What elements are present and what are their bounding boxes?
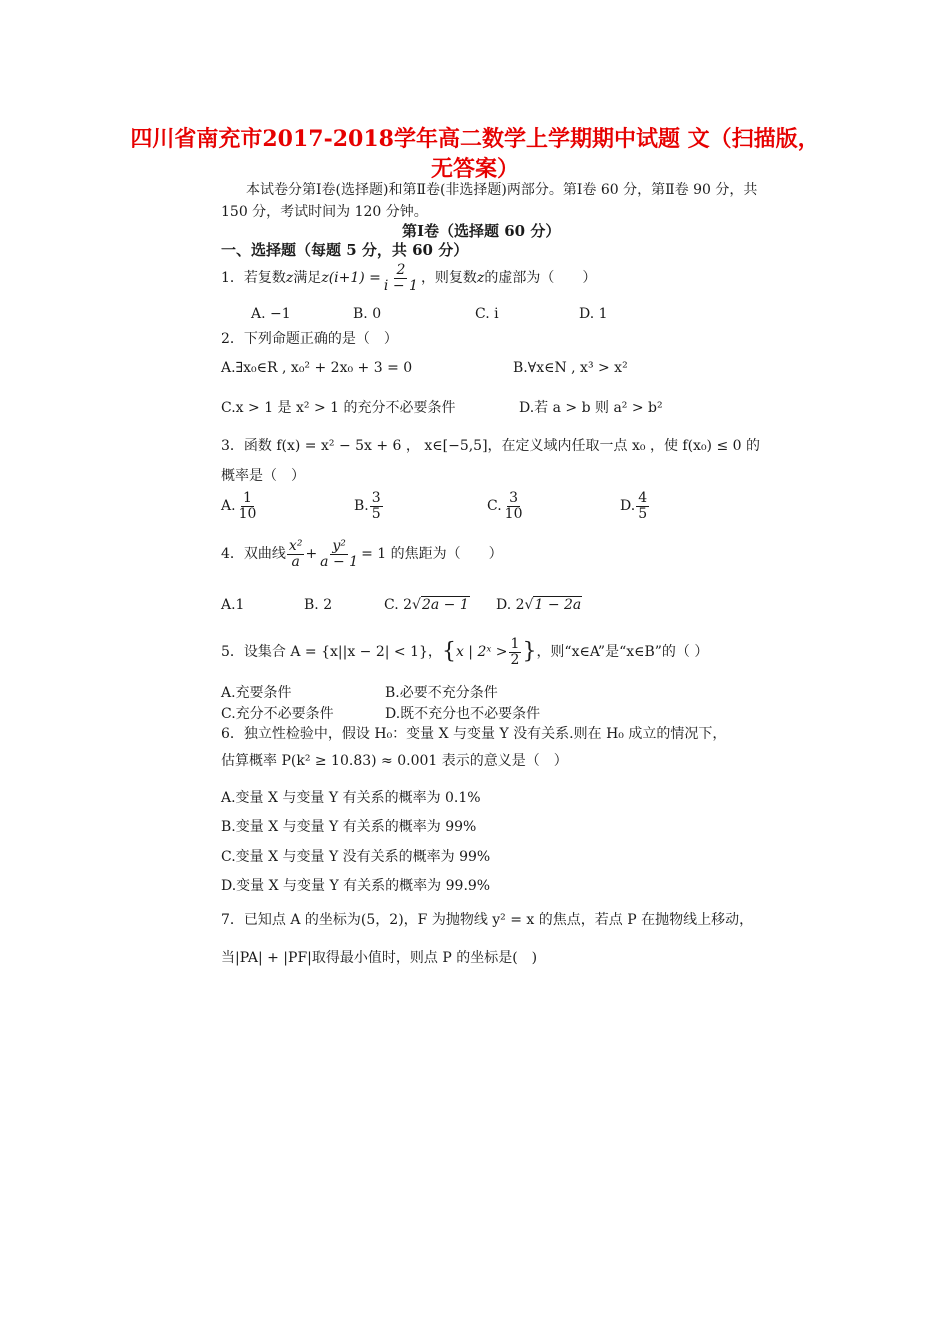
fraction: $\frac{3}{5}$ — [371, 489, 381, 522]
title-line-2: 无答案） — [430, 156, 519, 182]
q5-option-c: C.充分不必要条件 — [221, 706, 334, 722]
question-7-stem: 7．已知点 A 的坐标为(5，2)，F 为抛物线 y² = x 的焦点，若点 P 在抛物线上移动， — [221, 912, 754, 928]
intro-line-1: 本试卷分第Ⅰ卷(选择题)和第Ⅱ卷(非选择题)两部分。第Ⅰ卷 60 分，第Ⅱ卷 90 分，共 — [246, 182, 758, 198]
q2-option-a: A.∃x₀∈R , x₀² + 2x₀ + 3 = 0 — [221, 360, 413, 376]
q5-option-a: A.充要条件 — [221, 685, 292, 701]
q3-option-c: C. $\frac{3}{10}$ — [487, 489, 523, 522]
q2-option-d: D.若 a > b 则 a² > b² — [519, 400, 663, 416]
question-7-stem-cont: 当|PA| + |PF|取得最小值时，则点 P 的坐标是( ) — [221, 950, 538, 966]
title-line-1: 四川省南充市2017-2018学年高二数学上学期期中试题 文（扫描版， — [130, 126, 820, 152]
q3-option-d: D. $\frac{4}{5}$ — [620, 489, 648, 522]
fraction: $\frac{1}{2}$ — [510, 635, 520, 668]
fraction: $\frac{1}{10}$ — [238, 489, 257, 522]
q3-option-a: A. $\frac{1}{10}$ — [221, 489, 257, 522]
q3-option-b: B. $\frac{3}{5}$ — [354, 489, 381, 522]
question-6-stem: 6．独立性检验中，假设 H₀：变量 X 与变量 Y 没有关系.则在 H₀ 成立的情况下， — [221, 726, 727, 742]
q6-option-a: A.变量 X 与变量 Y 有关系的概率为 0.1% — [221, 790, 481, 806]
q6-option-b: B.变量 X 与变量 Y 有关系的概率为 99% — [221, 819, 477, 835]
fraction: $\frac{3}{10}$ — [504, 489, 523, 522]
q6-option-d: D.变量 X 与变量 Y 有关系的概率为 99.9% — [221, 878, 491, 894]
q1-option-a: A. −1 — [251, 306, 291, 322]
q2-option-c: C.x > 1 是 x² > 1 的充分不必要条件 — [221, 400, 456, 416]
question-6-stem-cont: 估算概率 P(k² ≥ 10.83) ≈ 0.001 表示的意义是（ ） — [221, 753, 568, 769]
q4-option-b: B. 2 — [304, 597, 333, 613]
left-brace-icon: { — [441, 639, 456, 664]
q6-option-c: C.变量 X 与变量 Y 没有关系的概率为 99% — [221, 849, 491, 865]
q5-option-d: D.既不充分也不必要条件 — [385, 706, 541, 722]
q1-option-c: C. i — [475, 306, 499, 322]
intro-line-2: 150 分，考试时间为 120 分钟。 — [221, 204, 428, 220]
q5-option-b: B.必要不充分条件 — [385, 685, 498, 701]
sqrt-icon: √ — [524, 597, 534, 613]
q4-option-d: D. 2√1 − 2a — [496, 597, 582, 613]
document-title — [100, 124, 850, 184]
question-3-stem-cont: 概率是（ ） — [221, 468, 305, 484]
q4-option-a: A.1 — [221, 597, 245, 613]
q1-option-d: D. 1 — [579, 306, 608, 322]
question-3-stem: 3．函数 f(x) = x² − 5x + 6 ， x∈[−5,5]，在定义域内任取一点 x₀ ，使 f(x₀) ≤ 0 的 — [221, 438, 761, 454]
section-heading: 一、选择题（每题 5 分，共 60 分） — [221, 241, 469, 259]
q1-option-b: B. 0 — [353, 306, 382, 322]
part-heading: 第Ⅰ卷（选择题 60 分） — [402, 222, 561, 240]
fraction: $\frac{\text{y²}}{a - 1}$ — [320, 537, 359, 570]
sqrt-icon: √ — [412, 597, 421, 613]
question-1-stem: 1．若复数z满足z(i+1) = $\frac{2}{i - 1}$ ，则复数z的虚部为（ ） — [221, 261, 597, 294]
question-4-stem: 4．双曲线 $\frac{\text{x²}}{a}$ + $\frac{\text{y²}}{a - 1}$ = 1 的焦距为（ ） — [221, 537, 503, 570]
q4-option-c: C. 2√2a − 1 — [384, 597, 469, 613]
q2-option-b: B.∀x∈N , x³ > x² — [513, 360, 628, 376]
question-5-stem: 5．设集合 A = {x||x − 2| < 1}，{x | 2ˣ > $\frac{1}{2}$ }，则“x∈A”是“x∈B”的（ ） — [221, 635, 709, 668]
fraction: $\frac{2}{i - 1}$ — [383, 261, 418, 294]
fraction: $\frac{\text{x²}}{a}$ — [288, 537, 303, 570]
fraction: $\frac{4}{5}$ — [638, 489, 648, 522]
right-brace-icon: } — [522, 639, 537, 664]
question-2-stem: 2．下列命题正确的是（ ） — [221, 331, 398, 347]
